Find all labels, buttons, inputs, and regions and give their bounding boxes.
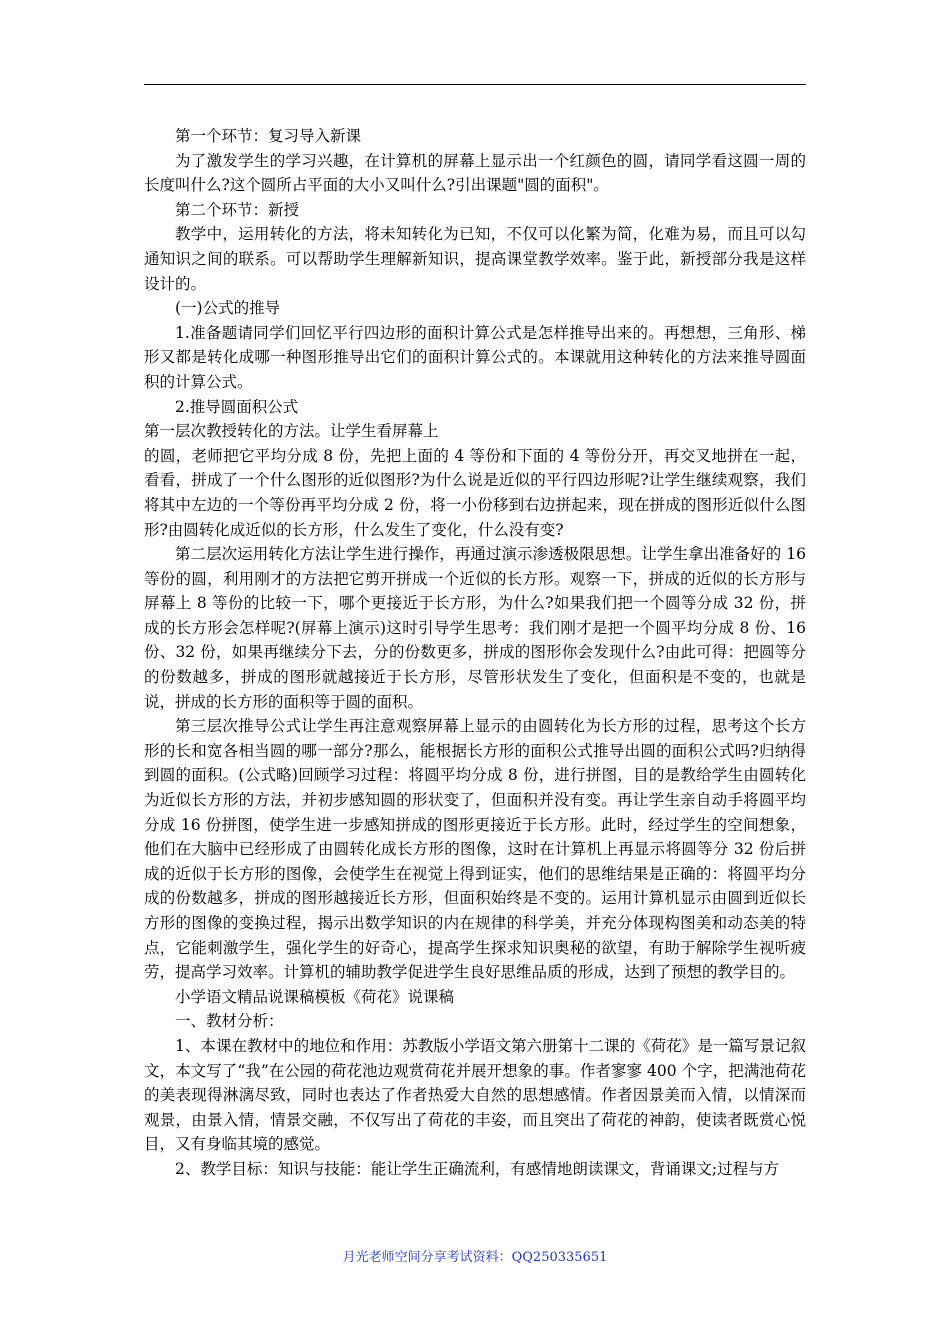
paragraph: 第二层次运用转化方法让学生进行操作，再通过演示渗透极限思想。让学生拿出准备好的 16 等份的圆，利用刚才的方法把它剪开拼成一个近似的长方形。观察一下，拼成的近似的长方形与屏幕上 8 等份的比较一下，哪个更接近于长方形，为什么?如果我们把一个圆等分成 32 份，拼成的长方形会怎样呢?(屏幕上演示)这时引导学生思考：我们刚才是把一个圆平均分成 8 份、16 份、32 份，如果再继续分下去，分的份数更多，拼成的图形你会发现什么?由此可得：把圆等分的份数越多，拼成的图形就越接近于长方形，尽管形状发生了变化，但面积是不变的，也就是说，拼成的长方形的面积等于圆的面积。 [144,545,806,711]
paragraph: 第三层次推导公式让学生再注意观察屏幕上显示的由圆转化为长方形的过程，思考这个长方形的长和宽各相当圆的哪一部分?那么，能根据长方形的面积公式推导出圆的面积公式吗?归纳得到圆的面积。(公式略)回顾学习过程：将圆平均分成 8 份，进行拼图，目的是教给学生由圆转化为近似长方形的方法，并初步感知圆的形状变了，但面积并没有变。再让学生亲自动手将圆平均分成 16 份拼图，使学生进一步感知拼成的图形更接近于长方形。此时，经过学生的空间想象，他们在大脑中已经形成了由圆转化成长方形的图像，这时在计算机上再显示将圆等分 32 份后拼成的近似于长方形的图像，会使学生在视觉上得到证实，他们的思维结果是正确的：将圆平均分成的份数越多，拼成的图形越接近长方形，但面积始终是不变的。运用计算机显示由圆到近似长方形的图像的变换过程，揭示出数学知识的内在规律的科学美，并充分体现构图美和动态美的特点，它能刺激学生，强化学生的好奇心，提高学生探求知识奥秘的欲望，有助于解除学生视听疲劳，提高学习效率。计算机的辅助教学促进学生良好思维品质的形成，达到了预想的教学目的。 [144,717,806,982]
paragraph: 的圆，老师把它平均分成 8 份，先把上面的 4 等份和下面的 4 等份分开，再交叉地拼在一起，看看，拼成了一个什么图形的近似图形?为什么说是近似的平行四边形呢?让学生继续观察，我们将其中左边的一个等份再平均分成 2 份，将一小份移到右边拼起来，现在拼成的图形近似什么图形?由圆转化成近似的长方形，什么发生了变化，什么没有变? [144,446,806,539]
paragraph: 1、本课在教材中的地位和作用：苏教版小学语文第六册第十二课的《荷花》是一篇写景记叙文，本文写了“我”在公园的荷花池边观赏荷花并展开想象的事。作者寥寥 400 个字，把满池荷花的美表现得淋漓尽致，同时也表达了作者热爱大自然的思想感情。作者因景美而入情，以情深而观景，由景入情，情景交融，不仅写出了荷花的丰姿，而且突出了荷花的神韵，使读者既赏心悦目，又有身临其境的感觉。 [144,1036,806,1154]
paragraph: 为了激发学生的学习兴趣，在计算机的屏幕上显示出一个红颜色的圆，请同学看这圆一周的长度叫什么?这个圆所占平面的大小又叫什么?引出课题"圆的面积"。 [144,151,806,195]
paragraph: 1.准备题请同学们回忆平行四边形的面积计算公式是怎样推导出来的。再想想，三角形、梯形又都是转化成哪一种图形推导出它们的面积计算公式的。本课就用这种转化的方法来推导圆面积的计算公式。 [144,323,806,391]
paragraph: 2、教学目标：知识与技能：能让学生正确流利，有感情地朗读课文，背诵课文;过程与方 [175,1159,780,1178]
paragraph: 小学语文精品说课稿模板《荷花》说课稿 [175,987,455,1006]
paragraph: 2.推导圆面积公式 [175,397,299,416]
footer-note: 月光老师空间分享考试资料：QQ250335651 [342,1250,608,1265]
paragraph: (一)公式的推导 [175,299,281,318]
paragraph: 第二个环节：新授 [175,200,300,219]
paragraph: 教学中，运用转化的方法，将未知转化为已知，不仅可以化繁为简，化难为易，而且可以勾通知识之间的联系。可以帮助学生理解新知识，提高课堂教学效率。鉴于此，新授部分我是这样设计的。 [144,225,806,293]
header-rule [144,84,806,85]
paragraph: 一、教材分析： [175,1012,284,1031]
paragraph: 第一个环节：复习导入新课 [175,127,362,145]
paragraph: 第一层次教授转化的方法。让学生看屏幕上 [144,422,439,441]
document-body [144,124,806,1182]
